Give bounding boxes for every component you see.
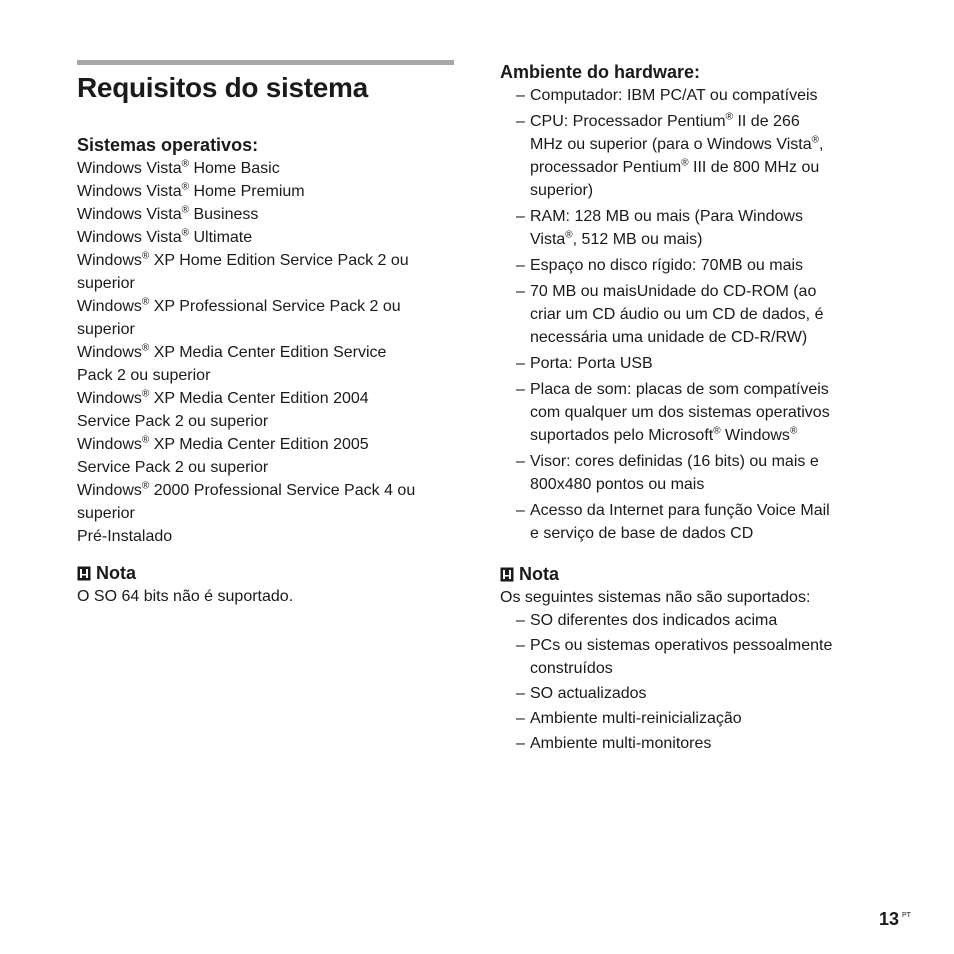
dash-bullet: – — [516, 735, 525, 752]
list-item-line: SO diferentes dos indicados acima — [530, 612, 778, 629]
os-line: Windows® XP Media Center Edition Service — [77, 342, 387, 361]
hardware-heading: Ambiente do hardware: — [500, 62, 701, 82]
dash-bullet: – — [516, 381, 525, 398]
title-rule — [77, 60, 454, 65]
dash-bullet: – — [516, 113, 525, 130]
note-heading-right — [500, 562, 880, 586]
hardware-list — [500, 84, 880, 545]
list-item-line: RAM: 128 MB ou mais (Para Windows — [530, 208, 803, 225]
dash-bullet: – — [516, 355, 525, 372]
dash-bullet: – — [516, 502, 525, 519]
unsupported-list — [500, 609, 880, 755]
list-item-line: Espaço no disco rígido: 70MB ou mais — [530, 257, 804, 274]
note-label-left: Nota — [96, 563, 136, 583]
dash-bullet: – — [516, 87, 525, 104]
unsupported-item — [500, 682, 880, 705]
note-intro-right: Os seguintes sistemas não são suportados: — [500, 589, 811, 606]
list-item-line: PCs ou sistemas operativos pessoalmente — [530, 637, 833, 654]
list-item-line: MHz ou superior (para o Windows Vista®, — [530, 134, 824, 153]
dash-bullet: – — [516, 685, 525, 702]
list-item-line: Porta: Porta USB — [530, 355, 653, 372]
note-label-right: Nota — [519, 564, 559, 584]
os-line: Pack 2 ou superior — [77, 367, 211, 384]
list-item-line: com qualquer um dos sistemas operativos — [530, 404, 830, 421]
list-item-line: necessária uma unidade de CD-R/RW) — [530, 329, 808, 346]
list-item-line: criar um CD áudio ou um CD de dados, é — [530, 306, 824, 323]
unsupported-item — [500, 609, 880, 632]
os-line: Windows® XP Media Center Edition 2005 — [77, 434, 369, 453]
os-line: Windows Vista® Home Premium — [77, 181, 305, 200]
left-column — [77, 60, 455, 608]
os-line: Windows Vista® Business — [77, 204, 259, 223]
list-item-line: e serviço de base de dados CD — [530, 525, 754, 542]
dash-bullet: – — [516, 710, 525, 727]
note-icon — [500, 567, 514, 582]
dash-bullet: – — [516, 453, 525, 470]
dash-bullet: – — [516, 637, 525, 654]
list-item-line: Computador: IBM PC/AT ou compatíveis — [530, 87, 818, 104]
page-number: 13 — [879, 909, 900, 929]
note-heading-left — [77, 561, 455, 585]
dash-bullet: – — [516, 612, 525, 629]
unsupported-item — [500, 732, 880, 755]
list-item-line: 70 MB ou maisUnidade do CD-ROM (ao — [530, 283, 817, 300]
list-item-line: processador Pentium® III de 800 MHz ou — [530, 157, 820, 176]
list-item-line: Ambiente multi-reinicialização — [530, 710, 742, 727]
dash-bullet: – — [516, 208, 525, 225]
hardware-item — [500, 205, 880, 251]
os-line: superior — [77, 275, 135, 292]
os-line: Windows® XP Media Center Edition 2004 — [77, 388, 369, 407]
hardware-item — [500, 352, 880, 375]
os-line: superior — [77, 321, 135, 338]
list-item-line: superior) — [530, 182, 594, 199]
list-item-line: Vista®, 512 MB ou mais) — [530, 229, 703, 248]
unsupported-item — [500, 634, 880, 680]
os-line: Windows Vista® Ultimate — [77, 227, 253, 246]
note-icon — [77, 566, 91, 581]
dash-bullet: – — [516, 283, 525, 300]
dash-bullet: – — [516, 257, 525, 274]
hardware-item — [500, 254, 880, 277]
hardware-item — [500, 450, 880, 496]
list-item-line: 800x480 pontos ou mais — [530, 476, 705, 493]
list-item-line: Visor: cores definidas (16 bits) ou mais e — [530, 453, 819, 470]
unsupported-item — [500, 707, 880, 730]
list-item-line: CPU: Processador Pentium® II de 266 — [530, 111, 800, 130]
list-item-line: Acesso da Internet para função Voice Mail — [530, 502, 830, 519]
list-item-line: suportados pelo Microsoft® Windows® — [530, 425, 798, 444]
os-line: Service Pack 2 ou superior — [77, 413, 269, 430]
os-line: Service Pack 2 ou superior — [77, 459, 269, 476]
hardware-item — [500, 280, 880, 349]
os-line: Windows® XP Professional Service Pack 2 ou — [77, 296, 401, 315]
page-language: PT — [902, 912, 911, 919]
list-item-line: SO actualizados — [530, 685, 647, 702]
hardware-item — [500, 84, 880, 107]
os-line: Pré-Instalado — [77, 528, 173, 545]
page-title: Requisitos do sistema — [77, 72, 368, 103]
hardware-item — [500, 110, 880, 202]
list-item-line: Placa de som: placas de som compatíveis — [530, 381, 829, 398]
hardware-item — [500, 378, 880, 447]
os-line: Windows Vista® Home Basic — [77, 158, 280, 177]
note-text-left: O SO 64 bits não é suportado. — [77, 588, 294, 605]
list-item-line: Ambiente multi-monitores — [530, 735, 712, 752]
list-item-line: construídos — [530, 660, 613, 677]
hardware-item — [500, 499, 880, 545]
os-list — [77, 157, 455, 548]
os-line: Windows® XP Home Edition Service Pack 2 ou — [77, 250, 409, 269]
os-line: superior — [77, 505, 135, 522]
right-column — [500, 60, 880, 757]
os-line: Windows® 2000 Professional Service Pack 4 ou — [77, 480, 416, 499]
os-heading: Sistemas operativos: — [77, 135, 259, 155]
